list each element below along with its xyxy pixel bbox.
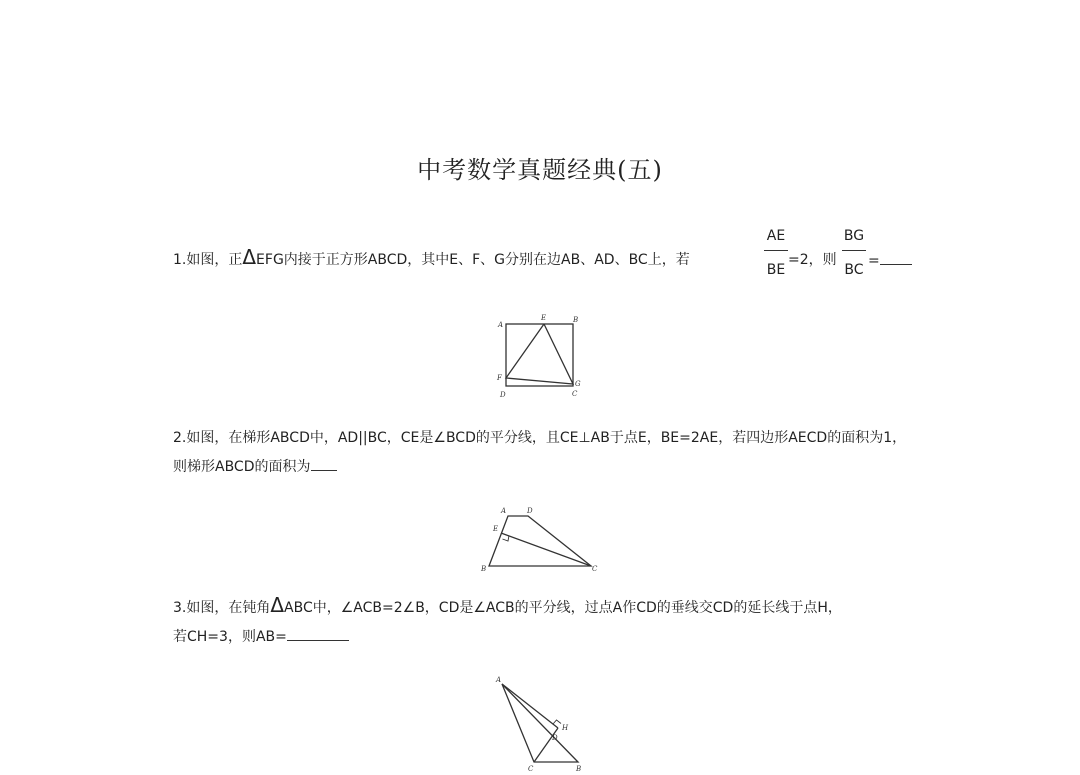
question-text: 如图，在钝角 (186, 600, 271, 616)
fraction-bar (842, 250, 866, 251)
question-3 (173, 593, 842, 618)
label-d: D (527, 507, 533, 515)
label-c: C (528, 765, 534, 773)
question-number: 3. (173, 600, 187, 616)
answer-area (868, 250, 912, 271)
label-c: C (572, 390, 578, 398)
triangle-efg (506, 324, 573, 384)
figure-2 (475, 500, 605, 575)
question-text: ABC中，∠ACB=2∠B，CD是∠ACB的平分线，过点A作CD的垂线交CD的延长线于点H， (284, 600, 842, 616)
label-c: C (592, 565, 598, 573)
question-text: = (868, 253, 880, 269)
label-e: E (541, 314, 547, 322)
square-abcd (506, 324, 573, 386)
question-text: =2，则 (788, 252, 837, 268)
label-a: A (501, 507, 507, 515)
question-3-line2 (173, 626, 349, 647)
question-text: 如图，在梯形ABCD中，AD||BC，CE是∠BCD的平分线，且CE⊥AB于点E，BE=2AE，若四边形AECD的面积为1， (186, 430, 907, 446)
right-angle-mark (503, 536, 510, 542)
label-d: D (552, 734, 558, 742)
question-1 (173, 245, 690, 270)
label-a: A (498, 321, 504, 329)
label-a: A (496, 676, 502, 684)
question-text: 若CH=3，则AB= (173, 629, 287, 645)
figure-3 (490, 672, 590, 775)
question-text: EFG内接于正方形ABCD，其中E、F、G分别在边AB、AD、BC上，若 (256, 252, 690, 268)
figure-1 (490, 310, 590, 400)
page-title: 中考数学真题经典(五) (417, 156, 663, 184)
label-b: B (573, 316, 579, 324)
segment-ce (501, 533, 591, 566)
fraction-bar (764, 250, 788, 251)
triangle-abc (502, 684, 578, 762)
question-2-line2 (173, 456, 337, 477)
fraction-numerator: BG (843, 228, 865, 244)
answer-blank (880, 250, 912, 265)
question-2 (173, 428, 906, 448)
question-number: 2. (173, 430, 187, 446)
question-number: 1. (173, 252, 187, 268)
answer-blank (311, 456, 337, 471)
fraction-denominator: BC (844, 262, 864, 278)
right-angle-mark (553, 720, 561, 724)
label-g: G (575, 380, 581, 388)
label-b: B (481, 565, 487, 573)
label-h: H (562, 724, 569, 732)
triangle-symbol: Δ (270, 593, 285, 617)
fraction-denominator: BE (766, 262, 786, 278)
label-d: D (500, 391, 506, 399)
fraction-numerator: AE (766, 228, 786, 244)
question-text: 则梯形ABCD的面积为 (173, 459, 311, 475)
trapezoid-abcd (489, 516, 591, 566)
label-f: F (497, 374, 502, 382)
question-text: 如图，正 (186, 252, 243, 268)
label-e: E (493, 525, 499, 533)
triangle-symbol: Δ (242, 245, 257, 269)
label-b: B (576, 765, 582, 773)
answer-blank (287, 626, 349, 641)
